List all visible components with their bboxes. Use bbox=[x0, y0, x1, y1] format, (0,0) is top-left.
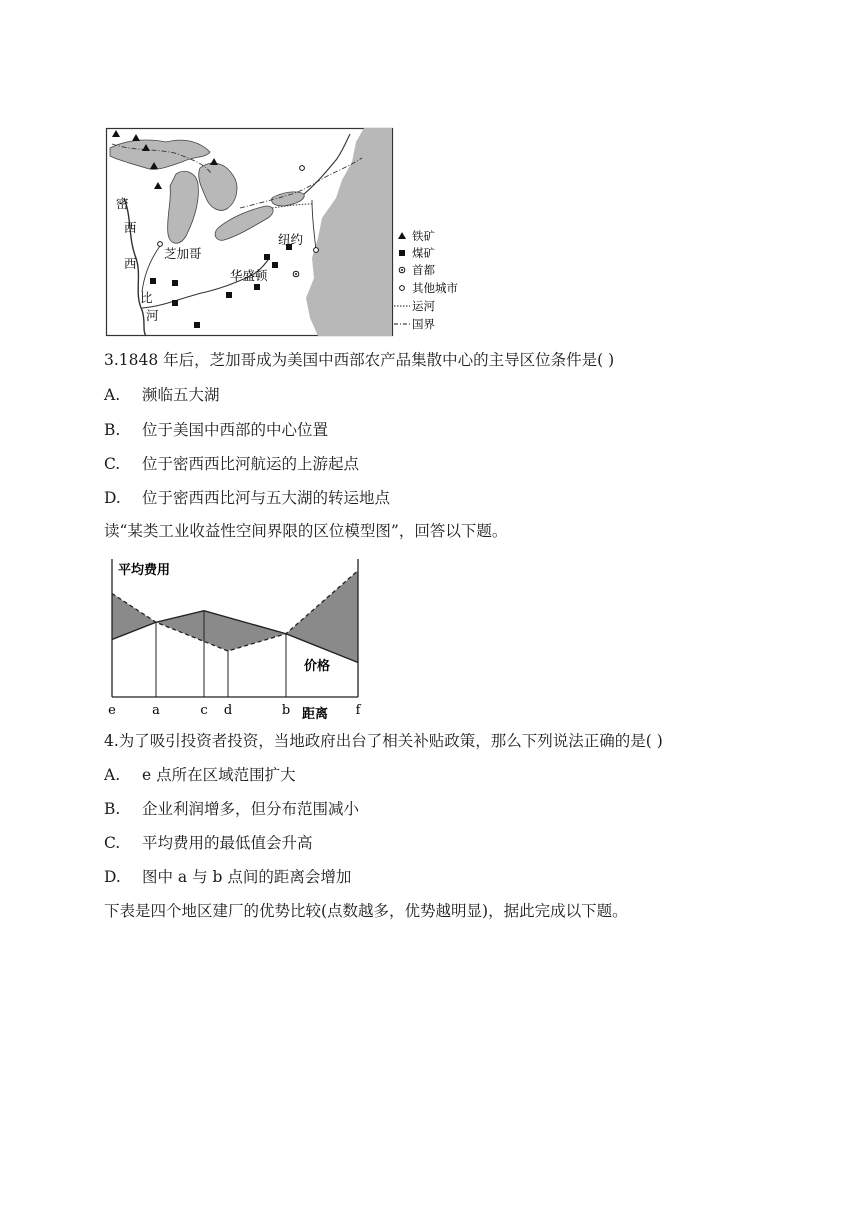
washington-label: 华盛顿 bbox=[230, 268, 268, 283]
legend-label: 运河 bbox=[412, 299, 435, 313]
mississippi-label-char: 河 bbox=[146, 308, 159, 323]
option-letter: D. bbox=[104, 868, 121, 886]
question-4-stem: 4.为了吸引投资者投资，当地政府出台了相关补贴政策，那么下列说法正确的是( ) bbox=[104, 732, 663, 750]
legend-iron-icon bbox=[398, 232, 406, 239]
option-text: 图中 a 与 b 点间的距离会增加 bbox=[142, 868, 352, 886]
city-marker bbox=[300, 166, 305, 171]
x-tick-label-d: d bbox=[223, 703, 233, 718]
option-letter: C. bbox=[104, 455, 121, 473]
question-3-option-b[interactable] bbox=[104, 420, 328, 440]
option-text: 位于密西西比河航运的上游起点 bbox=[142, 455, 360, 473]
mississippi-label-char: 密 bbox=[116, 196, 129, 211]
option-letter: B. bbox=[104, 800, 121, 818]
coal-marker bbox=[150, 278, 156, 284]
x-tick-label-f: f bbox=[355, 703, 361, 718]
chicago-city-marker bbox=[158, 242, 163, 247]
option-text: e 点所在区域范围扩大 bbox=[142, 766, 296, 784]
coal-marker bbox=[194, 322, 200, 328]
option-letter: C. bbox=[104, 834, 121, 852]
table-intro: 下表是四个地区建厂的优势比较(点数越多，优势越明显)，据此完成以下题。 bbox=[104, 902, 628, 920]
mississippi-label-char: 比 bbox=[140, 290, 153, 305]
question-3-option-c[interactable] bbox=[104, 454, 359, 474]
question-3-option-a[interactable] bbox=[104, 385, 220, 405]
legend-coal-icon bbox=[399, 250, 405, 256]
shaded-region-e-a bbox=[112, 594, 156, 640]
legend-city-icon bbox=[400, 286, 405, 291]
option-letter: D. bbox=[104, 489, 121, 507]
option-text: 濒临五大湖 bbox=[142, 386, 220, 404]
question-4-option-c[interactable] bbox=[104, 833, 313, 853]
question-4-option-d[interactable] bbox=[104, 867, 351, 887]
x-tick-label-e: e bbox=[108, 703, 116, 718]
map-legend bbox=[394, 229, 458, 331]
question-4-option-a[interactable] bbox=[104, 765, 296, 785]
legend-label: 其他城市 bbox=[412, 281, 458, 295]
legend-label: 首都 bbox=[412, 263, 435, 277]
option-text: 位于美国中西部的中心位置 bbox=[142, 421, 329, 439]
question-3-option-d[interactable] bbox=[104, 488, 390, 508]
x-tick-label-a: a bbox=[152, 703, 160, 718]
question-4-option-b[interactable] bbox=[104, 799, 359, 819]
great-lakes-map bbox=[106, 128, 458, 338]
chicago-label: 芝加哥 bbox=[164, 246, 202, 261]
series-label-average-cost: 平均费用 bbox=[118, 563, 171, 578]
new-york-city-marker bbox=[314, 248, 319, 253]
option-letter: A. bbox=[104, 386, 121, 404]
shaded-region-a-b bbox=[156, 611, 286, 651]
chart-intro: 读“某类工业收益性空间界限的区位模型图”，回答以下题。 bbox=[104, 522, 508, 540]
new-york-label: 纽约 bbox=[278, 232, 304, 247]
coal-marker bbox=[172, 280, 178, 286]
legend-label: 铁矿 bbox=[412, 229, 435, 243]
location-model-chart bbox=[104, 552, 366, 722]
option-text: 平均费用的最低值会升高 bbox=[142, 834, 313, 852]
mississippi-label-char: 西 bbox=[124, 220, 137, 235]
x-tick-label-b: b bbox=[281, 703, 291, 718]
coal-marker bbox=[254, 284, 260, 290]
question-3-stem: 3.1848 年后，芝加哥成为美国中西部农产品集散中心的主导区位条件是( ) bbox=[104, 351, 615, 369]
option-letter: B. bbox=[104, 421, 121, 439]
coal-marker bbox=[226, 292, 232, 298]
legend-label: 国界 bbox=[412, 317, 435, 331]
x-tick-label-c: c bbox=[200, 703, 208, 718]
option-text: 位于密西西比河与五大湖的转运地点 bbox=[142, 489, 391, 507]
legend-label: 煤矿 bbox=[412, 246, 435, 260]
series-label-price: 价格 bbox=[304, 659, 331, 674]
option-letter: A. bbox=[104, 766, 121, 784]
coal-marker bbox=[264, 254, 270, 260]
coal-marker bbox=[172, 300, 178, 306]
x-axis-label: 距离 bbox=[302, 707, 329, 722]
option-text: 企业利润增多，但分布范围减小 bbox=[142, 800, 360, 818]
mississippi-label-char: 西 bbox=[124, 256, 137, 271]
coal-marker bbox=[272, 262, 278, 268]
